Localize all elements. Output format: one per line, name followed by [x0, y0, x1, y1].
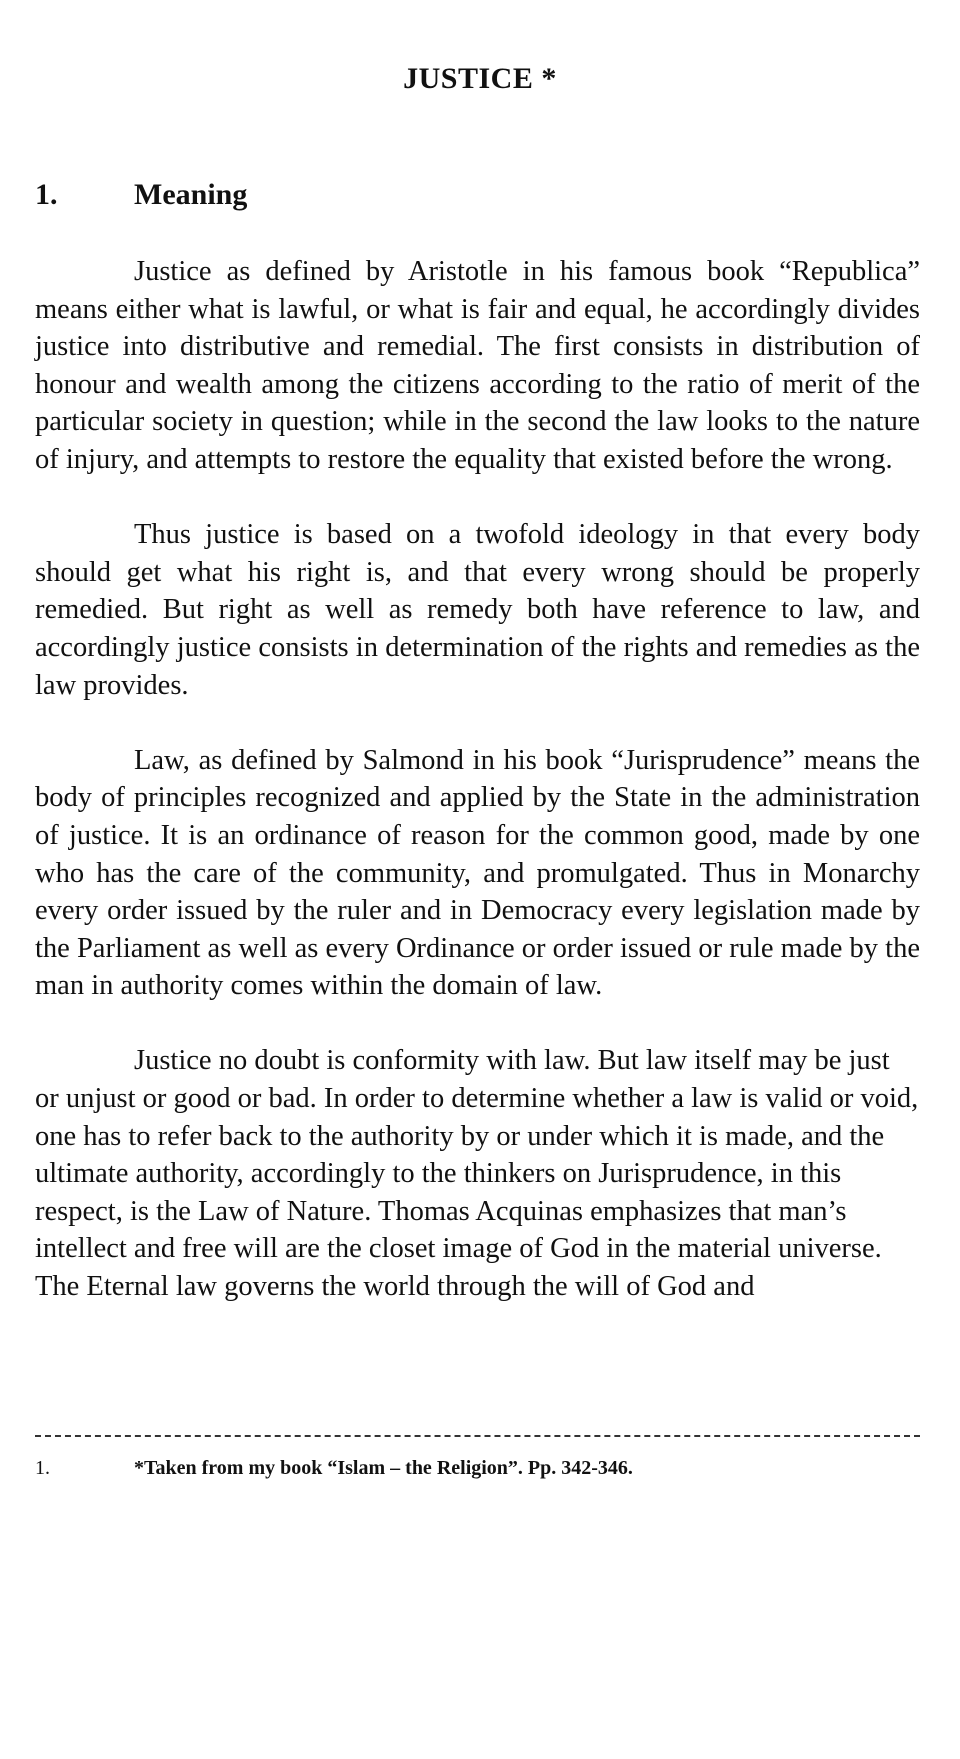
- section-title: Meaning: [134, 178, 248, 211]
- footnote-number: 1.: [35, 1457, 50, 1479]
- paragraph-twofold-ideology: Thus justice is based on a twofold ideology in that every body should get what his right is, and that every wrong should be properly remedied. But right as well as remedy both have reference to law, and accordingly justice consists in determination of the rights and remedies as the law provides.: [35, 519, 920, 701]
- paragraph-salmond: Law, as defined by Salmond in his book “Jurisprudence” means the body of principles recognized and applied by the State in the administration of justice. It is an ordinance of reason for the common good, made by one who has the care of the community, and promulgated. Thus in Monarchy every order issued by the ruler and in Democracy every legislation made by the Parliament as well as every Ordinance or order issued or rule made by the man in authority comes within the domain of law.: [35, 744, 920, 1002]
- section-number: 1.: [35, 178, 58, 211]
- page-title: JUSTICE *: [403, 62, 557, 95]
- section-heading: [35, 178, 247, 212]
- footnote-divider: [35, 1435, 920, 1437]
- paragraph-aristotle: Justice as defined by Aristotle in his famous book “Republica” means either what is lawful, or what is fair and equal, he accordingly divides justice into distributive and remedial. The first consists in distribution of honour and wealth among the citizens according to the ratio of merit of the particular society in question; while in the second the law looks to the nature of injury, and attempts to restore the equality that existed before the wrong.: [35, 256, 920, 475]
- footnote-text: *Taken from my book “Islam – the Religion”. Pp. 342-346.: [134, 1457, 633, 1479]
- paragraph-law-of-nature: Justice no doubt is conformity with law. But law itself may be just or unjust or good or bad. In order to determine whether a law is valid or void, one has to refer back to the authority by or under which it is made, and the ultimate authority, accordingly to the thinkers on Jurisprudence, in this respect, is the Law of Nature. Thomas Acquinas emphasizes that man’s intellect and free will are the closet image of God in the material universe. The Eternal law governs the world through the will of God and: [35, 1045, 919, 1303]
- footnote: [35, 1457, 633, 1480]
- body-text: [35, 253, 920, 1306]
